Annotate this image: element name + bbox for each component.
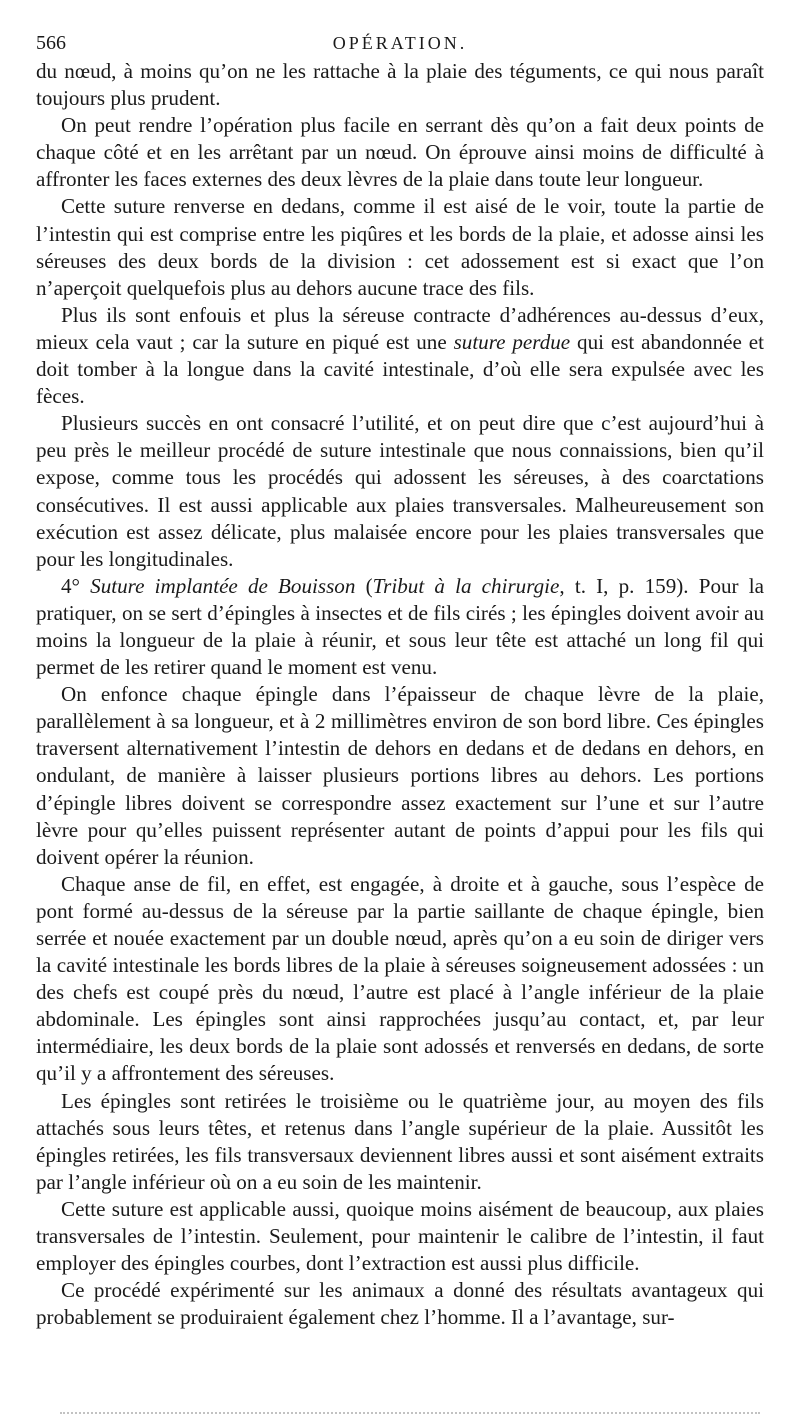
text-segment: Ce procédé expérimenté sur les animaux a donné des résultats avantageux qui probablement se produiraient également chez l’homme. Il a l’avantage, sur- (36, 1278, 764, 1330)
running-header (36, 30, 764, 56)
text-segment: Plusieurs succès en ont consacré l’utilité, et on peut dire que c’est aujourd’hui à peu près le meilleur procédé de suture intestinale que nous connaissions, bien qu’il expose, comme tous les procédés qui adossent les séreuses, à des coarctations consécutives. Il est aussi applicable aux plaies transversales. Malheureusement son exécution est assez délicate, plus malaisée encore pour les plaies transversales que pour les longitudinales. (36, 411, 764, 571)
text-segment: qui est abandonnée et doit tomber à la longue dans la cavité intestinale, d’où elle sera expulsée avec les fèces. (36, 329, 764, 409)
paragraph (36, 681, 764, 871)
paragraph (36, 193, 764, 301)
paragraph (36, 1196, 764, 1277)
italic-text-segment: Suture implantée de Bouisson (90, 573, 356, 598)
text-segment: On peut rendre l’opération plus facile en serrant dès qu’on a fait deux points de chaque côté et en les arrêtant par un nœud. On éprouve ainsi moins de difficulté à affronter les faces externes des deux lèvres de la plaie dans toute leur longueur. (36, 113, 764, 192)
text-segment: Plus ils sont enfouis et plus la séreuse contracte d’adhérences au-dessus d’eux, mieux cela vaut ; car la suture en piqué est une (36, 302, 764, 354)
paragraph (36, 58, 764, 112)
italic-text-segment: Tribut à la chirurgie (372, 573, 560, 598)
body-text (36, 58, 764, 1331)
text-segment: ( (355, 573, 373, 598)
paragraph (36, 871, 764, 1088)
paragraph (36, 410, 764, 573)
text-segment: Les épingles sont retirées le troisième ou le quatrième jour, au moyen des fils attachés sous leurs têtes, et retenus dans l’angle supérieur de la plaie. Aussitôt les épingles retirées, les fils transversaux deviennent libres aussi et sont aisément extraits par l’angle inférieur où on a eu soin de les maintenir. (36, 1088, 764, 1194)
text-segment: du nœud, à moins qu’on ne les rattache à la plaie des téguments, ce qui nous paraît toujours plus prudent. (36, 59, 764, 111)
text-segment: , t. I, p. 159). Pour la pratiquer, on se sert d’épingles à insectes et de fils cirés ; les épingles doivent avoir au moins la longueur de la plaie à réunir, et sous leur tête est attaché un long fil qui permet de les retirer quand le moment est venu. (36, 573, 764, 680)
paragraph (36, 302, 764, 410)
text-segment: Cette suture renverse en dedans, comme il est aisé de le voir, toute la partie de l’intestin qui est comprise entre les piqûres et les bords de la plaie, et adosse ainsi les séreuses des deux bords de la division : cet adossement est si exact que l’on n’aperçoit quelquefois plus au dehors aucune trace des fils. (36, 194, 764, 300)
running-title: OPÉRATION. (332, 33, 468, 53)
italic-text-segment: suture perdue (453, 329, 571, 354)
paragraph (36, 1277, 764, 1331)
text-segment: Chaque anse de fil, en effet, est engagée, à droite et à gauche, sous l’espèce de pont formé au-dessus de la séreuse par la partie saillante de chaque épingle, bien serrée et nouée exactement par un double nœud, après qu’on a eu soin de diriger vers la cavité intestinale les bords libres de la plaie à séreuses soigneusement adossées : un des chefs est coupé près du nœud, l’autre est placé à l’angle inférieur de la plaie abdominale. Les épingles sont ainsi rapprochées jusqu’au contact, et, par leur intermédiaire, les deux bords de la plaie sont adossés et renversés en dedans, de sorte qu’il y a affrontement des séreuses. (36, 871, 764, 1086)
paragraph (36, 112, 764, 193)
page-number: 566 (36, 32, 66, 54)
paragraph (36, 573, 764, 681)
text-segment: 4° (61, 573, 91, 598)
paragraph (36, 1088, 764, 1196)
text-segment: On enfonce chaque épingle dans l’épaisseur de chaque lèvre de la plaie, parallèlement à sa longueur, et à 2 millimètres environ de son bord libre. Ces épingles traversent alternativement l’intestin de dehors en dedans et de dedans en dehors, en ondulant, de manière à laisser plusieurs portions libres au dehors. Les portions d’épingle libres doivent se correspondre assez exactement sur l’une et sur l’autre lèvre pour qu’elles puissent représenter autant de points d’appui pour les fils qui doivent opérer la réunion. (36, 682, 764, 869)
text-segment: Cette suture est applicable aussi, quoique moins aisément de beaucoup, aux plaies transversales de l’intestin. Seulement, pour maintenir le calibre de l’intestin, il faut employer des épingles courbes, dont l’extraction est aussi plus difficile. (36, 1196, 764, 1276)
bottom-bleed-through-line (60, 1412, 760, 1416)
